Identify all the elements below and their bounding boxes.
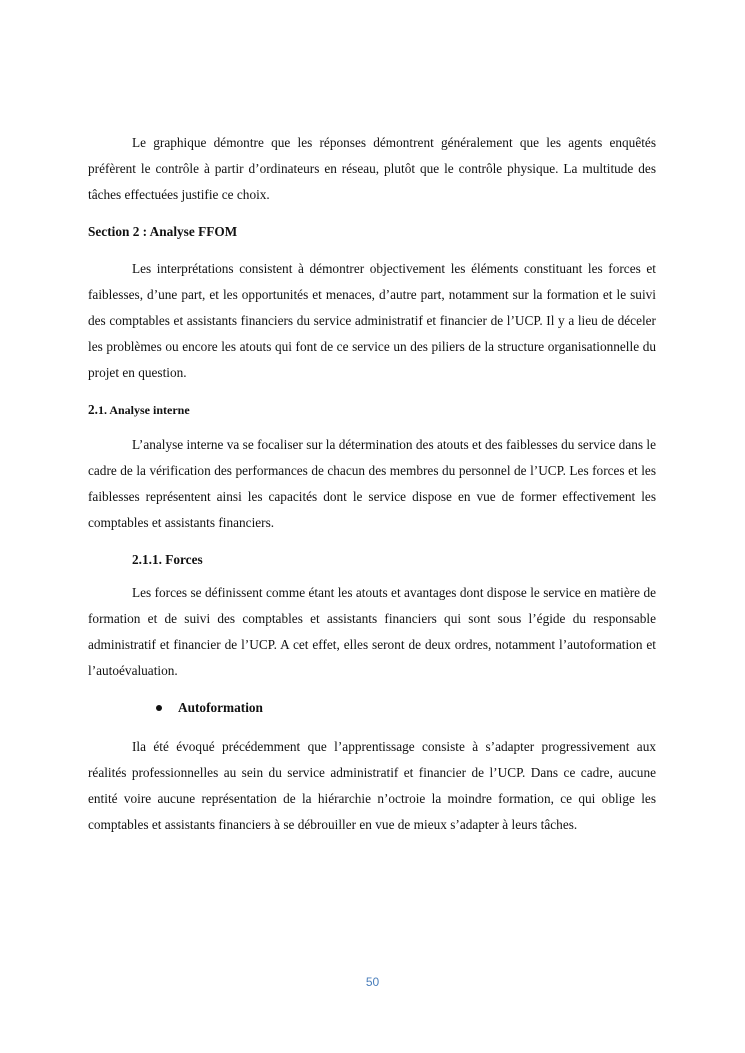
paragraph-analyse-interne: L’analyse interne va se focaliser sur la détermination des atouts et des faiblesses du service dans le cadre de la vérification des performances de chacun des membres du personnel de l’UCP. Les forces et les faiblesses représentent ainsi les capacités dont le service dispose en vue de former effectivement les comptables et assistants financiers. [88, 437, 656, 530]
document-body [88, 130, 656, 852]
paragraph-intro: Le graphique démontre que les réponses démontrent généralement que les agents enquêtés préfèrent le contrôle à partir d’ordinateurs en réseau, plutôt que le contrôle physique. La multitude des tâches effectuées justifie ce choix. [88, 135, 656, 202]
subsection-title: 1. Analyse interne [97, 403, 190, 417]
paragraph-forces: Les forces se définissent comme étant les atouts et avantages dont dispose le service en matière de formation et de suivi des comptables et assistants financiers qui sont sous l’égide du responsable administratif et financier de l’UCP. A cet effet, elles seront de deux ordres, notamment l’autoformation et l’autoévaluation. [88, 585, 656, 678]
page-number: 50 [365, 975, 380, 989]
paragraph-ffom: Les interprétations consistent à démontrer objectivement les éléments constituant les forces et faiblesses, d’une part, et les opportunités et menaces, d’autre part, notamment sur la formation et le suivi des comptables et assistants financiers du service administratif et financier de l’UCP. Il y a lieu de déceler les problèmes ou encore les atouts qui font de ce service un des piliers de la structure organisationnelle du projet en question. [88, 261, 656, 380]
section-heading: Section 2 : Analyse FFOM [88, 224, 238, 239]
subsection-heading-analyse-interne [88, 400, 656, 420]
bullet-icon [156, 705, 162, 711]
subsubsection-heading-forces: 2.1.1. Forces [132, 552, 203, 567]
subsection-number: 2. [88, 402, 98, 417]
bullet-heading-text: Autoformation [178, 700, 263, 715]
bullet-heading-autoformation [156, 698, 656, 718]
paragraph-autoformation: Ila été évoqué précédemment que l’apprentissage consiste à s’adapter progressivement aux réalités professionnelles au sein du service administratif et financier de l’UCP. Dans ce cadre, aucune entité voire aucune représentation de la hiérarchie n’octroie la moindre formation, ce qui oblige les comptables et assistants financiers à se débrouiller en vue de mieux s’adapter à leurs tâches. [88, 739, 656, 832]
